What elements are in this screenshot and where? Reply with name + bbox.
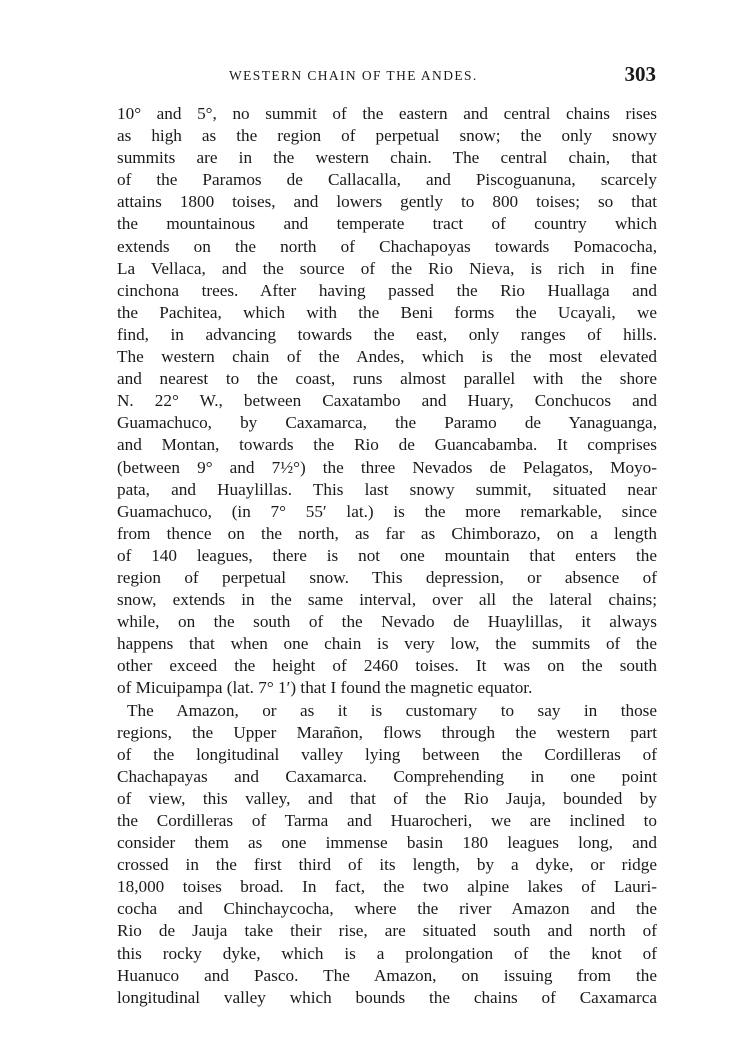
- text-line: Rio de Jauja take their rise, are situated south and north of: [117, 921, 657, 941]
- text-line: as high as the region of perpetual snow; the only snowy: [117, 126, 657, 146]
- text-line: summits are in the western chain. The central chain, that: [117, 148, 657, 168]
- body-text: [117, 103, 657, 1009]
- text-line: Guamachuco, by Caxamarca, the Paramo de Yanaguanga,: [117, 413, 657, 433]
- text-line: happens that when one chain is very low, the summits of the: [117, 634, 657, 654]
- text-line: La Vellaca, and the source of the Rio Nieva, is rich in fine: [117, 258, 657, 278]
- text-line: 10° and 5°, no summit of the eastern and central chains rises: [117, 104, 657, 123]
- text-line: snow, extends in the same interval, over all the lateral chains;: [117, 590, 657, 610]
- text-line: crossed in the first third of its length, by a dyke, or ridge: [117, 855, 657, 875]
- text-line: of view, this valley, and that of the Rio Jauja, bounded by: [117, 788, 657, 808]
- text-line: and nearest to the coast, runs almost parallel with the shore: [117, 369, 657, 389]
- text-line: consider them as one immense basin 180 leagues long, and: [117, 833, 657, 853]
- text-line: of the longitudinal valley lying between the Cordilleras of: [117, 744, 657, 764]
- text-line: 18,000 toises broad. In fact, the two alpine lakes of Lauri-: [117, 877, 657, 897]
- text-line: The Amazon, or as it is customary to say in those: [127, 700, 657, 720]
- text-line: (between 9° and 7½°) the three Nevados de Pelagatos, Moyo-: [117, 457, 657, 477]
- text-line: and Montan, towards the Rio de Guancabamba. It comprises: [117, 435, 657, 455]
- text-line: the Pachitea, which with the Beni forms the Ucayali, we: [117, 302, 657, 322]
- text-line: find, in advancing towards the east, only ranges of hills.: [117, 324, 657, 344]
- text-line: the mountainous and temperate tract of country which: [117, 214, 657, 234]
- text-line: other exceed the height of 2460 toises. It was on the south: [117, 656, 657, 676]
- text-line: the Cordilleras of Tarma and Huarocheri, we are inclined to: [117, 811, 657, 830]
- page-number: 303: [624, 62, 656, 86]
- running-title: WESTERN CHAIN OF THE ANDES.: [229, 68, 478, 83]
- text-line: while, on the south of the Nevado de Huaylillas, it always: [117, 612, 657, 632]
- text-line: of the Paramos de Callacalla, and Piscoguanuna, scarcely: [117, 170, 657, 190]
- text-line: from thence on the north, as far as Chimborazo, on a length: [117, 523, 657, 543]
- text-line: cocha and Chinchaycocha, where the river Amazon and the: [117, 899, 657, 919]
- text-line: Guamachuco, (in 7° 55′ lat.) is the more remarkable, since: [117, 501, 657, 521]
- text-line: extends on the north of Chachapoyas towards Pomacocha,: [117, 236, 657, 256]
- text-line: attains 1800 toises, and lowers gently to 800 toises; so that: [117, 192, 657, 212]
- text-line: longitudinal valley which bounds the chains of Caxamarca: [117, 987, 657, 1007]
- text-line: N. 22° W., between Caxatambo and Huary, Conchucos and: [117, 391, 657, 411]
- text-line: of 140 leagues, there is not one mountain that enters the: [117, 545, 657, 565]
- text-line: pata, and Huaylillas. This last snowy summit, situated near: [117, 479, 657, 499]
- text-line: region of perpetual snow. This depression, or absence of: [117, 567, 657, 587]
- text-line: of Micuipampa (lat. 7° 1′) that I found the magnetic equator.: [117, 678, 533, 698]
- text-line: Huanuco and Pasco. The Amazon, on issuing from the: [117, 965, 657, 985]
- text-line: this rocky dyke, which is a prolongation of the knot of: [117, 943, 657, 963]
- text-line: Chachapayas and Caxamarca. Comprehending in one point: [117, 766, 657, 786]
- running-head: [116, 62, 656, 92]
- text-line: The western chain of the Andes, which is the most elevated: [117, 347, 657, 367]
- text-line: regions, the Upper Marañon, flows through the western part: [117, 722, 657, 742]
- text-line: cinchona trees. After having passed the Rio Huallaga and: [117, 280, 657, 300]
